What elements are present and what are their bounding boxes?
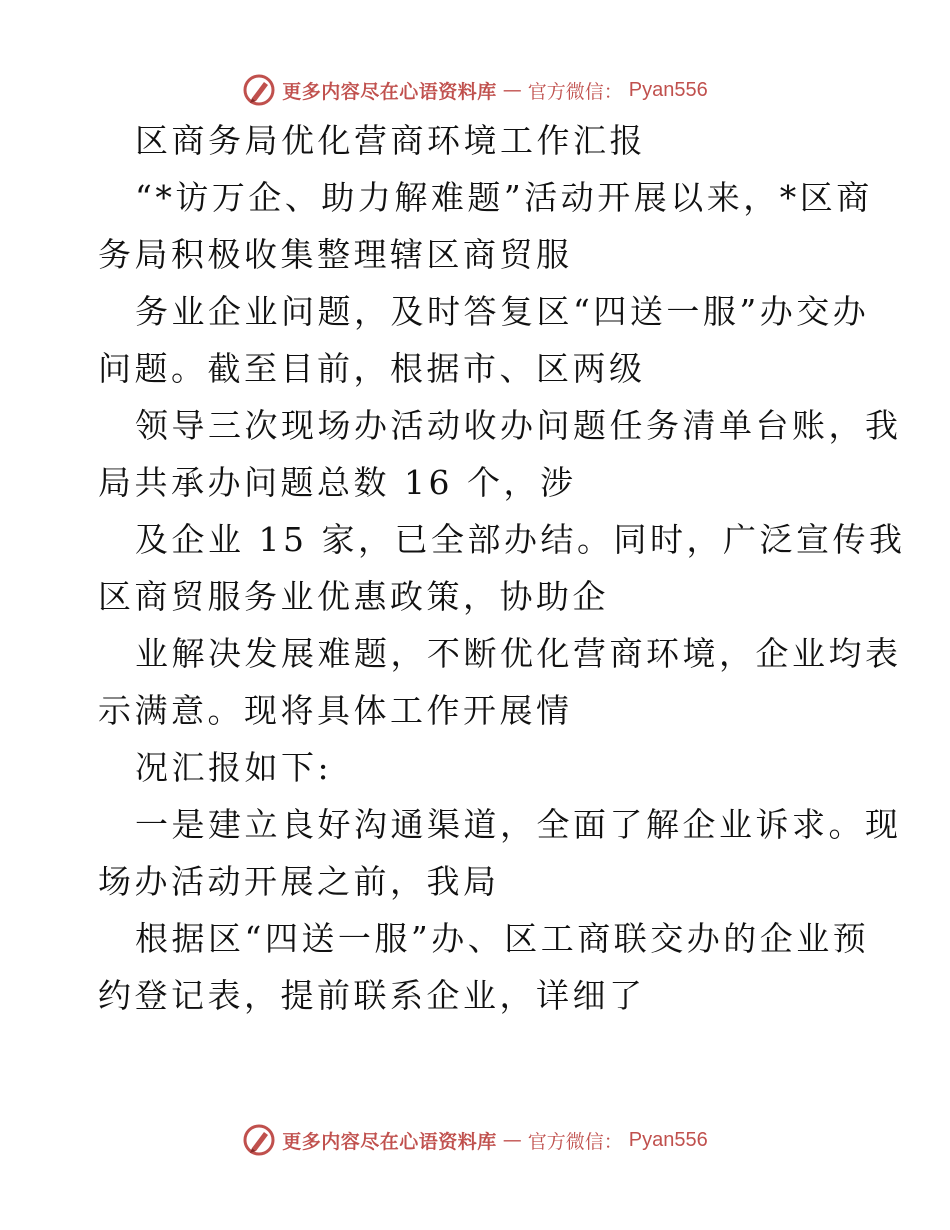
- paragraph-line: “*访万企、助力解难题”活动开展以来，*区商: [135, 178, 873, 217]
- paragraph-line: 区商贸服务业优惠政策，协助企: [98, 577, 609, 616]
- paragraph-line: 局共承办问题总数 16 个，涉: [98, 463, 577, 502]
- paragraph-line: 场办活动开展之前，我局: [98, 862, 500, 901]
- paragraph-line: 一是建立良好沟通渠道，全面了解企业诉求。现: [135, 805, 902, 844]
- document-title: 区商务局优化营商环境工作汇报: [135, 121, 646, 160]
- banner-wechat-id: Pyan556: [628, 1128, 708, 1151]
- header-watermark-banner: [0, 70, 950, 110]
- footer-watermark-banner: [0, 1120, 950, 1160]
- paragraph-line: 问题。截至目前，根据市、区两级: [98, 349, 646, 388]
- paragraph-line: 务局积极收集整理辖区商贸服: [98, 235, 573, 274]
- paragraph-line: 况汇报如下:: [135, 748, 333, 787]
- paragraph-line: 约登记表，提前联系企业，详细了: [98, 976, 646, 1015]
- paragraph-line: 示满意。现将具体工作开展情: [98, 691, 573, 730]
- document-body: [98, 121, 906, 1015]
- pen-logo-icon: [242, 1123, 276, 1157]
- banner-dash: —: [502, 1129, 522, 1151]
- banner-wechat-label: 官方微信：: [527, 80, 623, 103]
- banner-wechat-id: Pyan556: [628, 78, 708, 101]
- banner-text: 更多内容尽在心语资料库: [282, 1130, 497, 1153]
- paragraph-line: 业解决发展难题，不断优化营商环境，企业均表: [135, 634, 902, 673]
- banner-wechat-label: 官方微信：: [527, 1130, 623, 1153]
- paragraph-line: 务业企业问题，及时答复区“四送一服”办交办: [135, 292, 870, 331]
- paragraph-line: 及企业 15 家，已全部办结。同时，广泛宣传我: [135, 520, 906, 559]
- banner-dash: —: [502, 79, 522, 101]
- paragraph-line: 领导三次现场办活动收办问题任务清单台账，我: [135, 406, 902, 445]
- banner-text: 更多内容尽在心语资料库: [282, 80, 497, 103]
- paragraph-line: 根据区“四送一服”办、区工商联交办的企业预: [135, 919, 870, 958]
- pen-logo-icon: [242, 73, 276, 107]
